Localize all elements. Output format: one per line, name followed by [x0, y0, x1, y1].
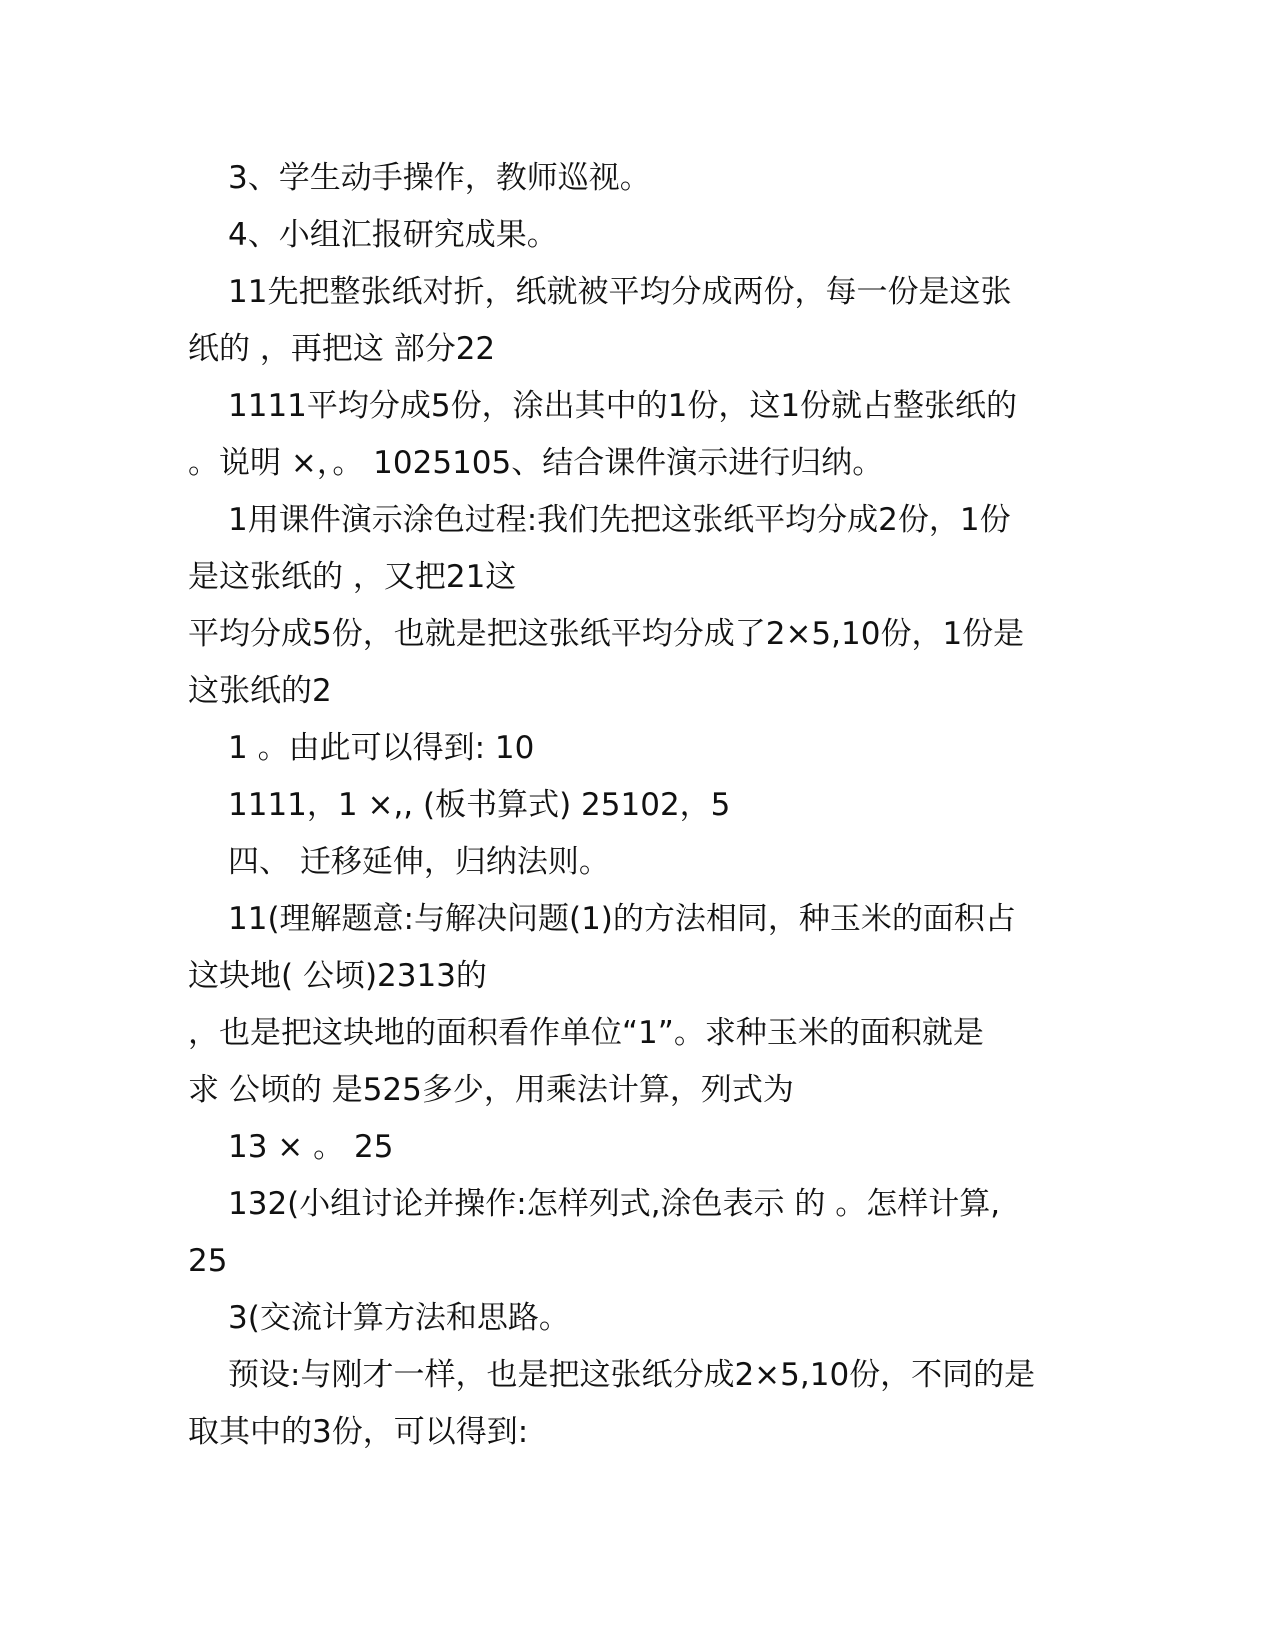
- text-line: 3(交流计算方法和思路。: [228, 1300, 570, 1336]
- text-line: 四、 迁移延伸，归纳法则。: [228, 844, 610, 880]
- text-line: 取其中的3份，可以得到:: [188, 1414, 529, 1450]
- text-line: 1用课件演示涂色过程:我们先把这张纸平均分成2份，1份: [228, 502, 1011, 538]
- text-line: 11(理解题意:与解决问题(1)的方法相同，种玉米的面积占: [228, 901, 1016, 937]
- text-line: 1111，1 ×,, (板书算式) 25102，5: [228, 787, 731, 823]
- text-line: 这块地( 公顷)2313的: [188, 958, 487, 994]
- text-line: 平均分成5份，也就是把这张纸平均分成了2×5,10份，1份是: [188, 616, 1025, 652]
- text-line: 4、小组汇报研究成果。: [228, 217, 558, 253]
- text-line: ，也是把这块地的面积看作单位“1”。求种玉米的面积就是: [188, 1015, 984, 1051]
- text-line: 预设:与刚才一样，也是把这张纸分成2×5,10份，不同的是: [228, 1357, 1036, 1393]
- text-line: 纸的 ，再把这 部分22: [188, 331, 496, 367]
- text-line: 1111平均分成5份，涂出其中的1份，这1份就占整张纸的: [228, 388, 1018, 424]
- text-line: 。说明 ×，。 1025105、结合课件演示进行归纳。: [188, 445, 884, 481]
- text-line: 13 × 。 25: [228, 1129, 394, 1165]
- text-line: 1 。由此可以得到: 10: [228, 730, 535, 766]
- text-line: 3、学生动手操作，教师巡视。: [228, 160, 651, 196]
- text-line: 是这张纸的 ，又把21这: [188, 559, 517, 595]
- text-line: 这张纸的2: [188, 673, 332, 709]
- text-line: 求 公顷的 是525多少，用乘法计算，列式为: [188, 1072, 794, 1108]
- text-line: 11先把整张纸对折，纸就被平均分成两份，每一份是这张: [228, 274, 1012, 310]
- text-line: 25: [188, 1243, 228, 1279]
- body-text: [188, 150, 1088, 1461]
- text-line: 132(小组讨论并操作:怎样列式,涂色表示 的 。怎样计算,: [228, 1186, 1001, 1222]
